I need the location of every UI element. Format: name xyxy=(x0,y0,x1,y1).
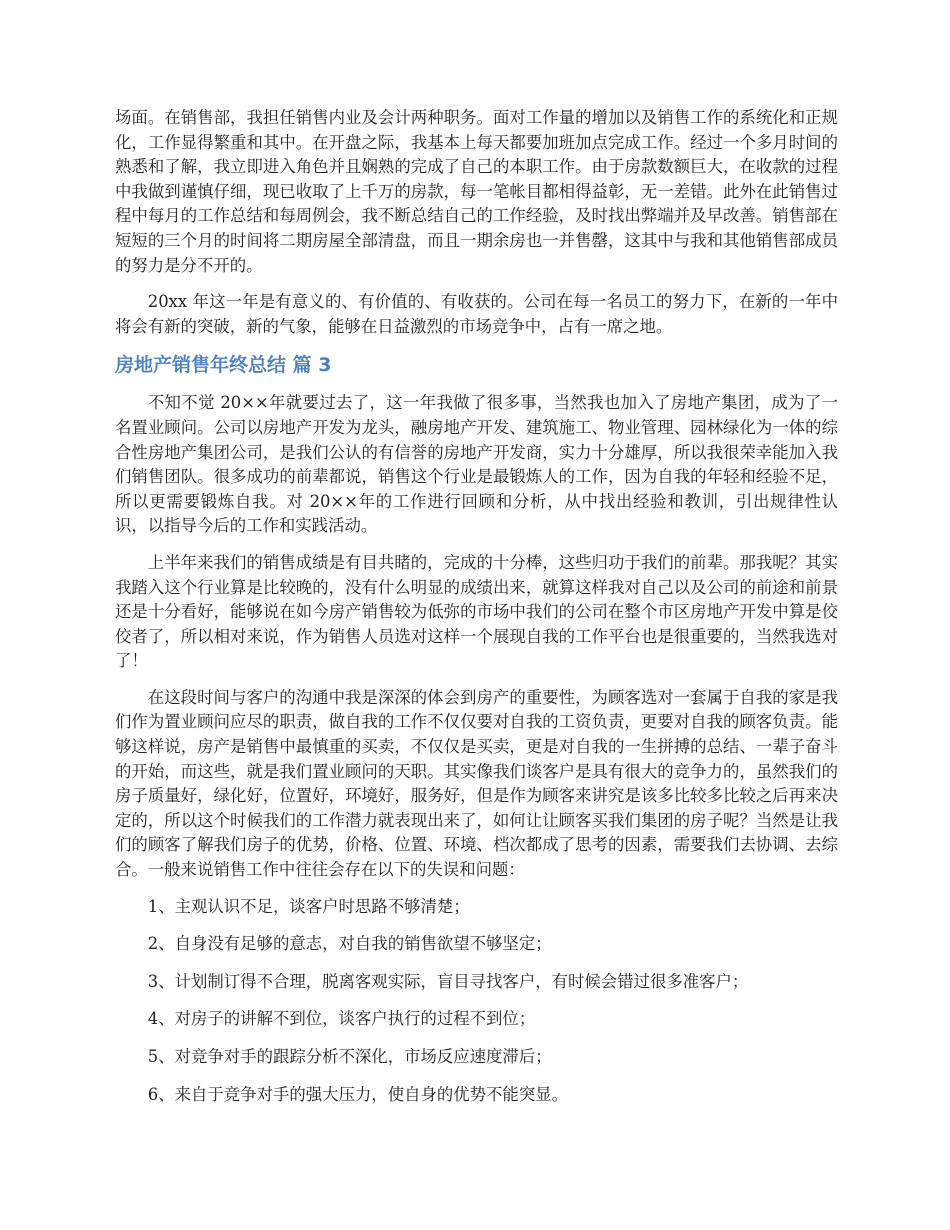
list-item: 3、计划制订得不合理，脱离客观实际，盲目寻找客户，有时候会错过很多准客户； xyxy=(147,971,749,991)
paragraph-sales-role: 场面。在销售部，我担任销售内业及会计两种职务。面对工作量的增加以及销售工作的系统化和正规化，工作显得繁重和其中。在开盘之际，我基本上每天都要加班加点完成工作。经过一个多月时间的熟悉和了解，我立即进入角色并且娴熟的完成了自己的本职工作。由于房款数额巨大，在收款的过程中我做到谨慎仔细，现已收取了上千万的房款，每一笔帐目都相得益彰，无一差错。此外在此销售过程中每月的工作总结和每周例会，我不断总结自己的工作经验，及时找出弊端并及早改善。销售部在短短的三个月的时间将二期房屋全部清盘，而且一期余房也一并售罄，这其中与我和其他销售部成员的努力是分不开的。 xyxy=(115,108,838,275)
list-item: 4、对房子的讲解不到位，谈客户执行的过程不到位； xyxy=(147,1009,536,1029)
paragraph-customer-communication: 在这段时间与客户的沟通中我是深深的体会到房产的重要性，为顾客选对一套属于自我的家是我们作为置业顾问应尽的职责，做自我的工作不仅仅要对自我的工资负责，更要对自我的顾客负责。能够这样说，房产是销售中最慎重的买卖，不仅仅是买卖，更是对自我的一生拼搏的总结、一辈子奋斗的开始，而这些，就是我们置业顾问的天职。其实像我们谈客户是具有很大的竞争力的，虽然我们的房子质量好，绿化好，位置好，环境好，服务好，但是作为顾客来讲究是该多比较多比较之后再来决定的，所以这个时候我们的工作潜力就表现出来了，如何让让顾客买我们集团的房子呢？当然是让我们的顾客了解我们房子的优势，价格、位置、环境、档次都成了思考的因素，需要我们去协调、去综合。一般来说销售工作中往往会存在以下的失误和问题： xyxy=(115,687,838,880)
list-item: 1、主观认识不足，谈客户时思路不够清楚； xyxy=(147,896,470,916)
paragraph-first-half: 上半年来我们的销售成绩是有目共睹的，完成的十分棒，这些归功于我们的前辈。那我呢？其实我踏入这个行业算是比较晚的，没有什么明显的成绩出来，就算这样我对自己以及公司的前途和前景还是十分看好，能够说在如今房产销售较为低弥的市场中我们的公司在整个市区房地产开发中算是佼佼者了，所以相对来说，作为销售人员选对这样一个展现自我的工作平台也是很重要的，当然我选对了！ xyxy=(115,552,838,671)
paragraph-intro: 不知不觉 20××年就要过去了，这一年我做了很多事，当然我也加入了房地产集团，成为了一名置业顾问。公司以房地产开发为龙头，融房地产开发、建筑施工、物业管理、园林绿化为一体的综合性房地产集团公司，是我们公认的有信誉的房地产开发商，实力十分雄厚，所以我很荣幸能加入我们销售团队。很多成功的前辈都说，销售这个行业是最锻炼人的工作，因为自我的年轻和经验不足，所以更需要锻炼自我。对 20××年的工作进行回顾和分析，从中找出经验和教训，引出规律性认识，以指导今后的工作和实践活动。 xyxy=(115,393,838,536)
list-item: 5、对竞争对手的跟踪分析不深化，市场反应速度滞后； xyxy=(147,1047,552,1066)
list-item: 2、自身没有足够的意志，对自我的销售欲望不够坚定； xyxy=(147,934,552,954)
section-heading: 房地产销售年终总结 篇 3 xyxy=(115,354,332,377)
document-page xyxy=(115,106,838,1120)
paragraph-year-summary: 20xx 年这一年是有意义的、有价值的、有收获的。公司在每一名员工的努力下，在新的一年中将会有新的突破，新的气象，能够在日益激烈的市场竞争中，占有一席之地。 xyxy=(115,292,838,336)
list-item: 6、来自于竞争对手的强大压力，使自身的优势不能突显。 xyxy=(147,1084,568,1104)
problem-list xyxy=(115,895,838,1108)
